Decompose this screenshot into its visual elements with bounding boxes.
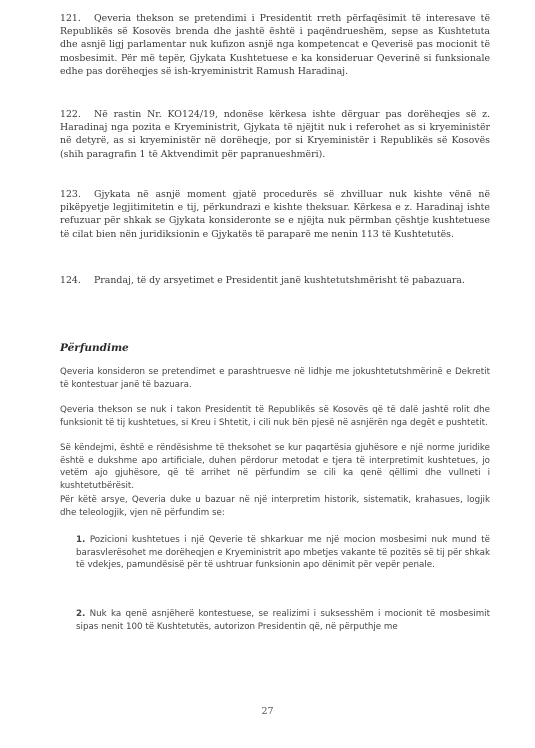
paragraph-122 <box>60 108 490 161</box>
paragraph-123 <box>60 188 490 241</box>
paragraph-number: 124. <box>60 275 81 286</box>
paragraph-text: Në rastin Nr. KO124/19, ndonëse kërkesa ishte dërguar pas dorëheqjes së z. Haradinaj nga pozita e Kryeministrit, Gjykata të njëjtit nuk i referohet as si kryeministër në detyrë, as si kryeministër në dorëheqje, por si Kryeministër i Republikës së Kosovës (shih paragrafin 1 të Aktvendimit për papranueshmëri). <box>60 109 490 160</box>
paragraph-number: 122. <box>60 109 81 120</box>
list-item-text: Nuk ka qenë asnjëherë kontestuese, se realizimi i suksesshëm i mocionit të mosbesimit sipas nenit 100 të Kushtetutës, autorizon Presidentin që, në përputhje me <box>76 609 490 632</box>
body-paragraph: Për këtë arsye, Qeveria duke u bazuar në një interpretim historik, sistematik, krahasues, logjik dhe teleologjik, vjen në përfundim se: <box>60 495 490 518</box>
paragraph-text: Prandaj, të dy arsyetimet e Presidentit janë kushtetutshmërisht të pabazuara. <box>94 275 465 286</box>
paragraph-text: Qeveria thekson se pretendimi i Presidentit rreth përfaqësimit të interesave të Republikës së Kosovës brenda dhe jashtë është i paqëndrueshëm, sepse as Kushtetuta dhe asnjë ligj parlamentar nuk kufizon asnjë nga kompetencat e Qeverisë pas mocionit të mosbesimit. Për më tepër, Gjykata Kushtetuese e ka konsideruar Qeverinë si funksionale edhe pas dorëheqjes së ish-kryeministrit Ramush Haradinaj. <box>60 13 490 77</box>
body-paragraph: Qeveria thekson se nuk i takon Presidentit të Republikës së Kosovës që të dalë jashtë rolit dhe funksionit të tij kushtetues, si Kreu i Shtetit, i cili nuk bën pjesë në asnjërën nga degët e pushtetit. <box>60 405 490 428</box>
page-number: 27 <box>261 706 274 717</box>
paragraph-number: 123. <box>60 189 81 200</box>
list-item-number: 2. <box>76 609 86 619</box>
list-item <box>76 534 490 572</box>
list-item <box>76 608 490 633</box>
body-paragraph: Qeveria konsideron se pretendimet e parashtruesve në lidhje me jokushtetutshmërinë e Dekretit të kontestuar janë të bazuara. <box>60 367 490 390</box>
paragraph-text: Gjykata në asnjë moment gjatë procedurës së zhvilluar nuk kishte vënë në pikëpyetje legjitimitetin e tij, përkundrazi e kishte theksuar. Kërkesa e z. Haradinaj ishte refuzuar për shkak se Gjykata konsideronte se e njëjta nuk përmban çështje kushtetuese të cilat bien nën juridiksionin e Gjykatës të paraparë me nenin 113 të Kushtetutës. <box>60 189 490 240</box>
section-heading: Përfundime <box>60 342 129 354</box>
paragraph-124 <box>60 274 490 287</box>
body-paragraph: Së këndejmi, është e rëndësishme të theksohet se kur paqartësia gjuhësore e një norme juridike është e dukshme apo artificiale, duhen përdorur metodat e tjera të interpretimit kushtetues, jo vetëm ajo gjuhësore, që të arrihet në përfundim se cili ka qenë qëllimi dhe vullneti i kushtetutbërësit. <box>60 443 490 491</box>
paragraph-number: 121. <box>60 13 81 24</box>
paragraph-121 <box>60 12 490 78</box>
list-item-text: Pozicioni kushtetues i një Qeverie të shkarkuar me një mocion mosbesimi nuk mund të barasvlerësohet me dorëheqjen e Kryeministrit apo mbetjes vakante të pozitës së tij për shkak të vdekjes, pamundësisë për të ushtruar funksionin apo dënimit për vepër penale. <box>76 535 491 571</box>
list-item-number: 1. <box>76 535 86 545</box>
